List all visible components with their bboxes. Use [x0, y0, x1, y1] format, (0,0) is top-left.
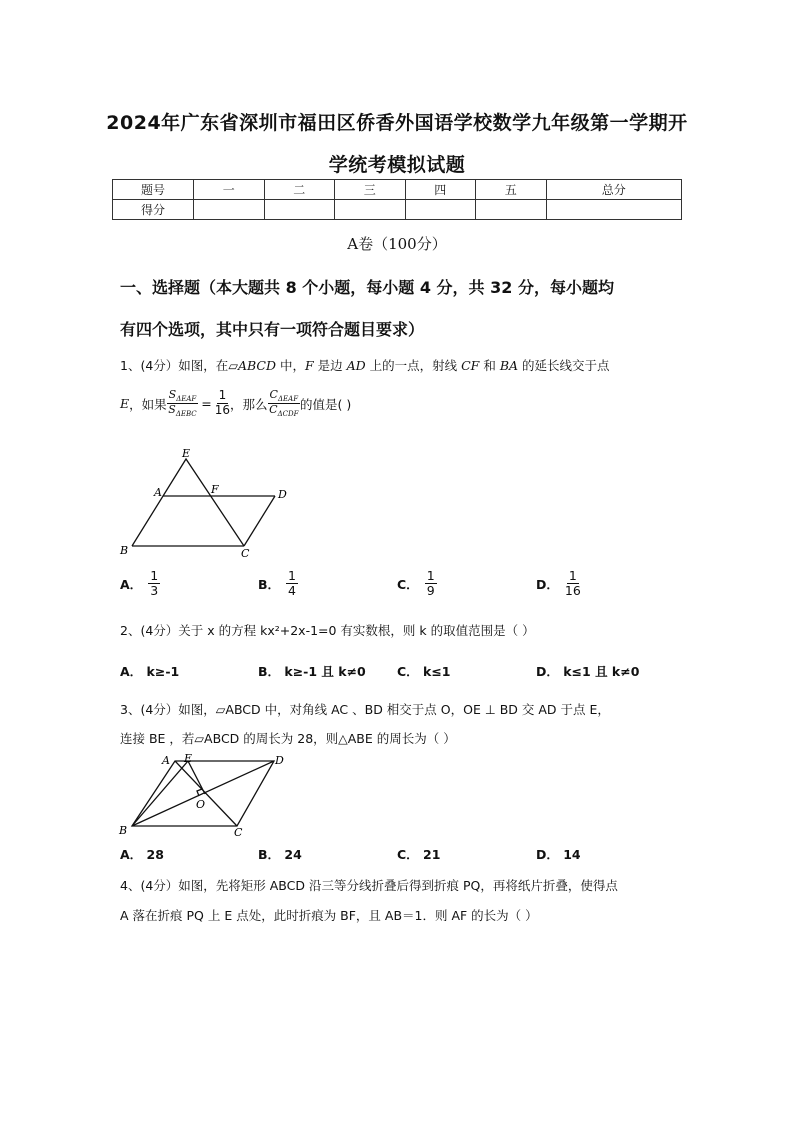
- label-b: B: [120, 544, 129, 557]
- q2-option-c[interactable]: C． k≤1: [397, 664, 451, 679]
- frac-numerator: 1: [150, 568, 159, 583]
- q1-option-c[interactable]: [397, 569, 437, 599]
- label-a: A: [154, 486, 162, 499]
- frac-subscript: ΔEBC: [175, 410, 197, 419]
- q4-line2: A 落在折痕 PQ 上 E 点处，此时折痕为 BF，且 AB＝1．则 AF 的长为（ ）: [120, 908, 538, 923]
- option-letter: B．: [258, 576, 281, 592]
- q3-figure: [115, 752, 295, 840]
- segment-dc: [244, 496, 275, 546]
- q1-text: 的延长线交于点: [518, 358, 610, 373]
- q1-number: 1、(4分）: [120, 358, 179, 373]
- q3-option-d[interactable]: D． 14: [536, 847, 581, 862]
- frac-symbol: S: [168, 403, 176, 417]
- q2-option-d[interactable]: D． k≤1 且 k≠0: [536, 664, 640, 679]
- label-a: A: [162, 754, 170, 767]
- q1-text: 和: [479, 358, 500, 373]
- q3-option-c[interactable]: C． 21: [397, 847, 441, 862]
- frac-numerator: 1: [218, 388, 227, 403]
- q1-text: 的值是( ): [300, 396, 352, 412]
- score-cell[interactable]: [264, 200, 335, 220]
- label-c: C: [241, 547, 250, 560]
- q1-math: F: [304, 358, 314, 373]
- q3-line2: 连接 BE ，若▱ABCD 的周长为 28，则△ABE 的周长为（ ）: [120, 731, 456, 746]
- label-e: E: [182, 448, 191, 460]
- score-table-header-cell: 三: [335, 180, 406, 200]
- q1-math: ABCD: [237, 358, 276, 373]
- q1-option-d[interactable]: [536, 569, 581, 599]
- q4-line1: 4、(4分）如图，先将矩形 ABCD 沿三等分线折叠后得到折痕 PQ，再将纸片折叠，使得点: [120, 878, 618, 893]
- frac-subscript: ΔCDF: [277, 410, 299, 419]
- option-fraction: [425, 569, 437, 599]
- q1-text: 如图，在: [178, 358, 229, 373]
- score-cell[interactable]: [405, 200, 476, 220]
- score-table-row-label: 得分: [113, 200, 194, 220]
- score-table: [112, 179, 682, 220]
- q1-math: E: [120, 396, 130, 412]
- parallelogram-symbol: ▱: [228, 358, 238, 373]
- score-table-header-cell: 五: [476, 180, 547, 200]
- frac-numerator: 1: [568, 568, 577, 583]
- diagonal-ac: [175, 761, 237, 826]
- q1-line2: [120, 389, 351, 418]
- page-title-line2: 学统考模拟试题: [328, 154, 466, 176]
- perimeter-ratio-fraction: [268, 389, 301, 418]
- q1-text: 中，: [275, 358, 305, 373]
- frac-denominator: 16: [214, 403, 231, 418]
- frac-numerator: 1: [288, 568, 296, 583]
- score-cell[interactable]: [194, 200, 265, 220]
- frac-symbol: C: [269, 388, 278, 401]
- option-letter: A．: [120, 576, 143, 592]
- triangle-ebc: [132, 459, 244, 546]
- score-cell[interactable]: [546, 200, 682, 220]
- q2-option-a[interactable]: A． k≥-1: [120, 664, 180, 679]
- frac-denominator: 4: [288, 583, 296, 599]
- score-table-header-cell: 四: [405, 180, 476, 200]
- option-fraction: [565, 569, 581, 599]
- q1-text: 是边: [313, 358, 347, 373]
- page-title-line1: 2024年广东省深圳市福田区侨香外国语学校数学九年级第一学期开: [106, 112, 688, 134]
- frac-subscript: ΔEAF: [277, 395, 299, 404]
- label-e: E: [184, 752, 193, 765]
- option-letter: D．: [536, 576, 559, 592]
- label-d: D: [275, 754, 284, 767]
- label-f: F: [211, 483, 219, 496]
- value-fraction: [215, 389, 230, 418]
- score-table-score-row: [113, 200, 682, 220]
- q1-math: CF: [461, 358, 480, 373]
- q1-text: ，如果: [129, 396, 167, 412]
- score-table-header-cell: 一: [194, 180, 265, 200]
- label-d: D: [278, 488, 287, 501]
- frac-symbol: S: [168, 388, 177, 401]
- volume-title: A卷（100分）: [347, 235, 447, 253]
- segment-be: [132, 761, 188, 826]
- q1-math: BA: [499, 358, 519, 373]
- score-table-header-cell: 二: [264, 180, 335, 200]
- score-table-header-cell: 总分: [546, 180, 682, 200]
- score-cell[interactable]: [476, 200, 547, 220]
- frac-denominator: 3: [150, 583, 159, 599]
- q2-text: 2、(4分）关于 x 的方程 kx²+2x-1=0 有实数根，则 k 的取值范围是（ ）: [120, 623, 535, 638]
- label-o: O: [196, 798, 206, 811]
- q3-option-a[interactable]: A． 28: [120, 847, 164, 862]
- area-ratio-fraction: [167, 389, 199, 418]
- section-heading-line2: 有四个选项，其中只有一项符合题目要求）: [120, 320, 425, 339]
- q1-figure: [115, 448, 305, 563]
- option-fraction: [286, 569, 298, 599]
- score-cell[interactable]: [335, 200, 406, 220]
- q1-option-a[interactable]: [120, 569, 160, 599]
- q3-line1: 3、(4分）如图，▱ABCD 中，对角线 AC 、BD 相交于点 O，OE ⊥ BD 交 AD 于点 E，: [120, 702, 610, 717]
- score-table-header-cell: 题号: [113, 180, 194, 200]
- frac-numerator: 1: [426, 568, 435, 583]
- score-table-header-row: [113, 180, 682, 200]
- q1-text: 上的一点，射线: [365, 358, 462, 373]
- option-letter: C．: [397, 576, 419, 592]
- frac-denominator: 16: [564, 583, 581, 599]
- option-fraction: [148, 569, 160, 599]
- frac-denominator: 9: [426, 583, 435, 599]
- label-c: C: [234, 826, 243, 839]
- label-b: B: [119, 824, 128, 837]
- frac-subscript: ΔEAF: [176, 395, 197, 404]
- q1-text: ，那么: [230, 396, 268, 412]
- q1-line1: [120, 356, 610, 374]
- frac-symbol: C: [269, 403, 278, 417]
- q2-option-b[interactable]: B． k≥-1 且 k≠0: [258, 664, 366, 679]
- q3-option-b[interactable]: B． 24: [258, 847, 302, 862]
- q1-math: AD: [346, 358, 366, 373]
- q1-option-b[interactable]: [258, 569, 298, 599]
- equals-sign: =: [201, 396, 212, 412]
- section-heading-line1: 一、选择题（本大题共 8 个小题，每小题 4 分，共 32 分，每小题均: [120, 278, 614, 297]
